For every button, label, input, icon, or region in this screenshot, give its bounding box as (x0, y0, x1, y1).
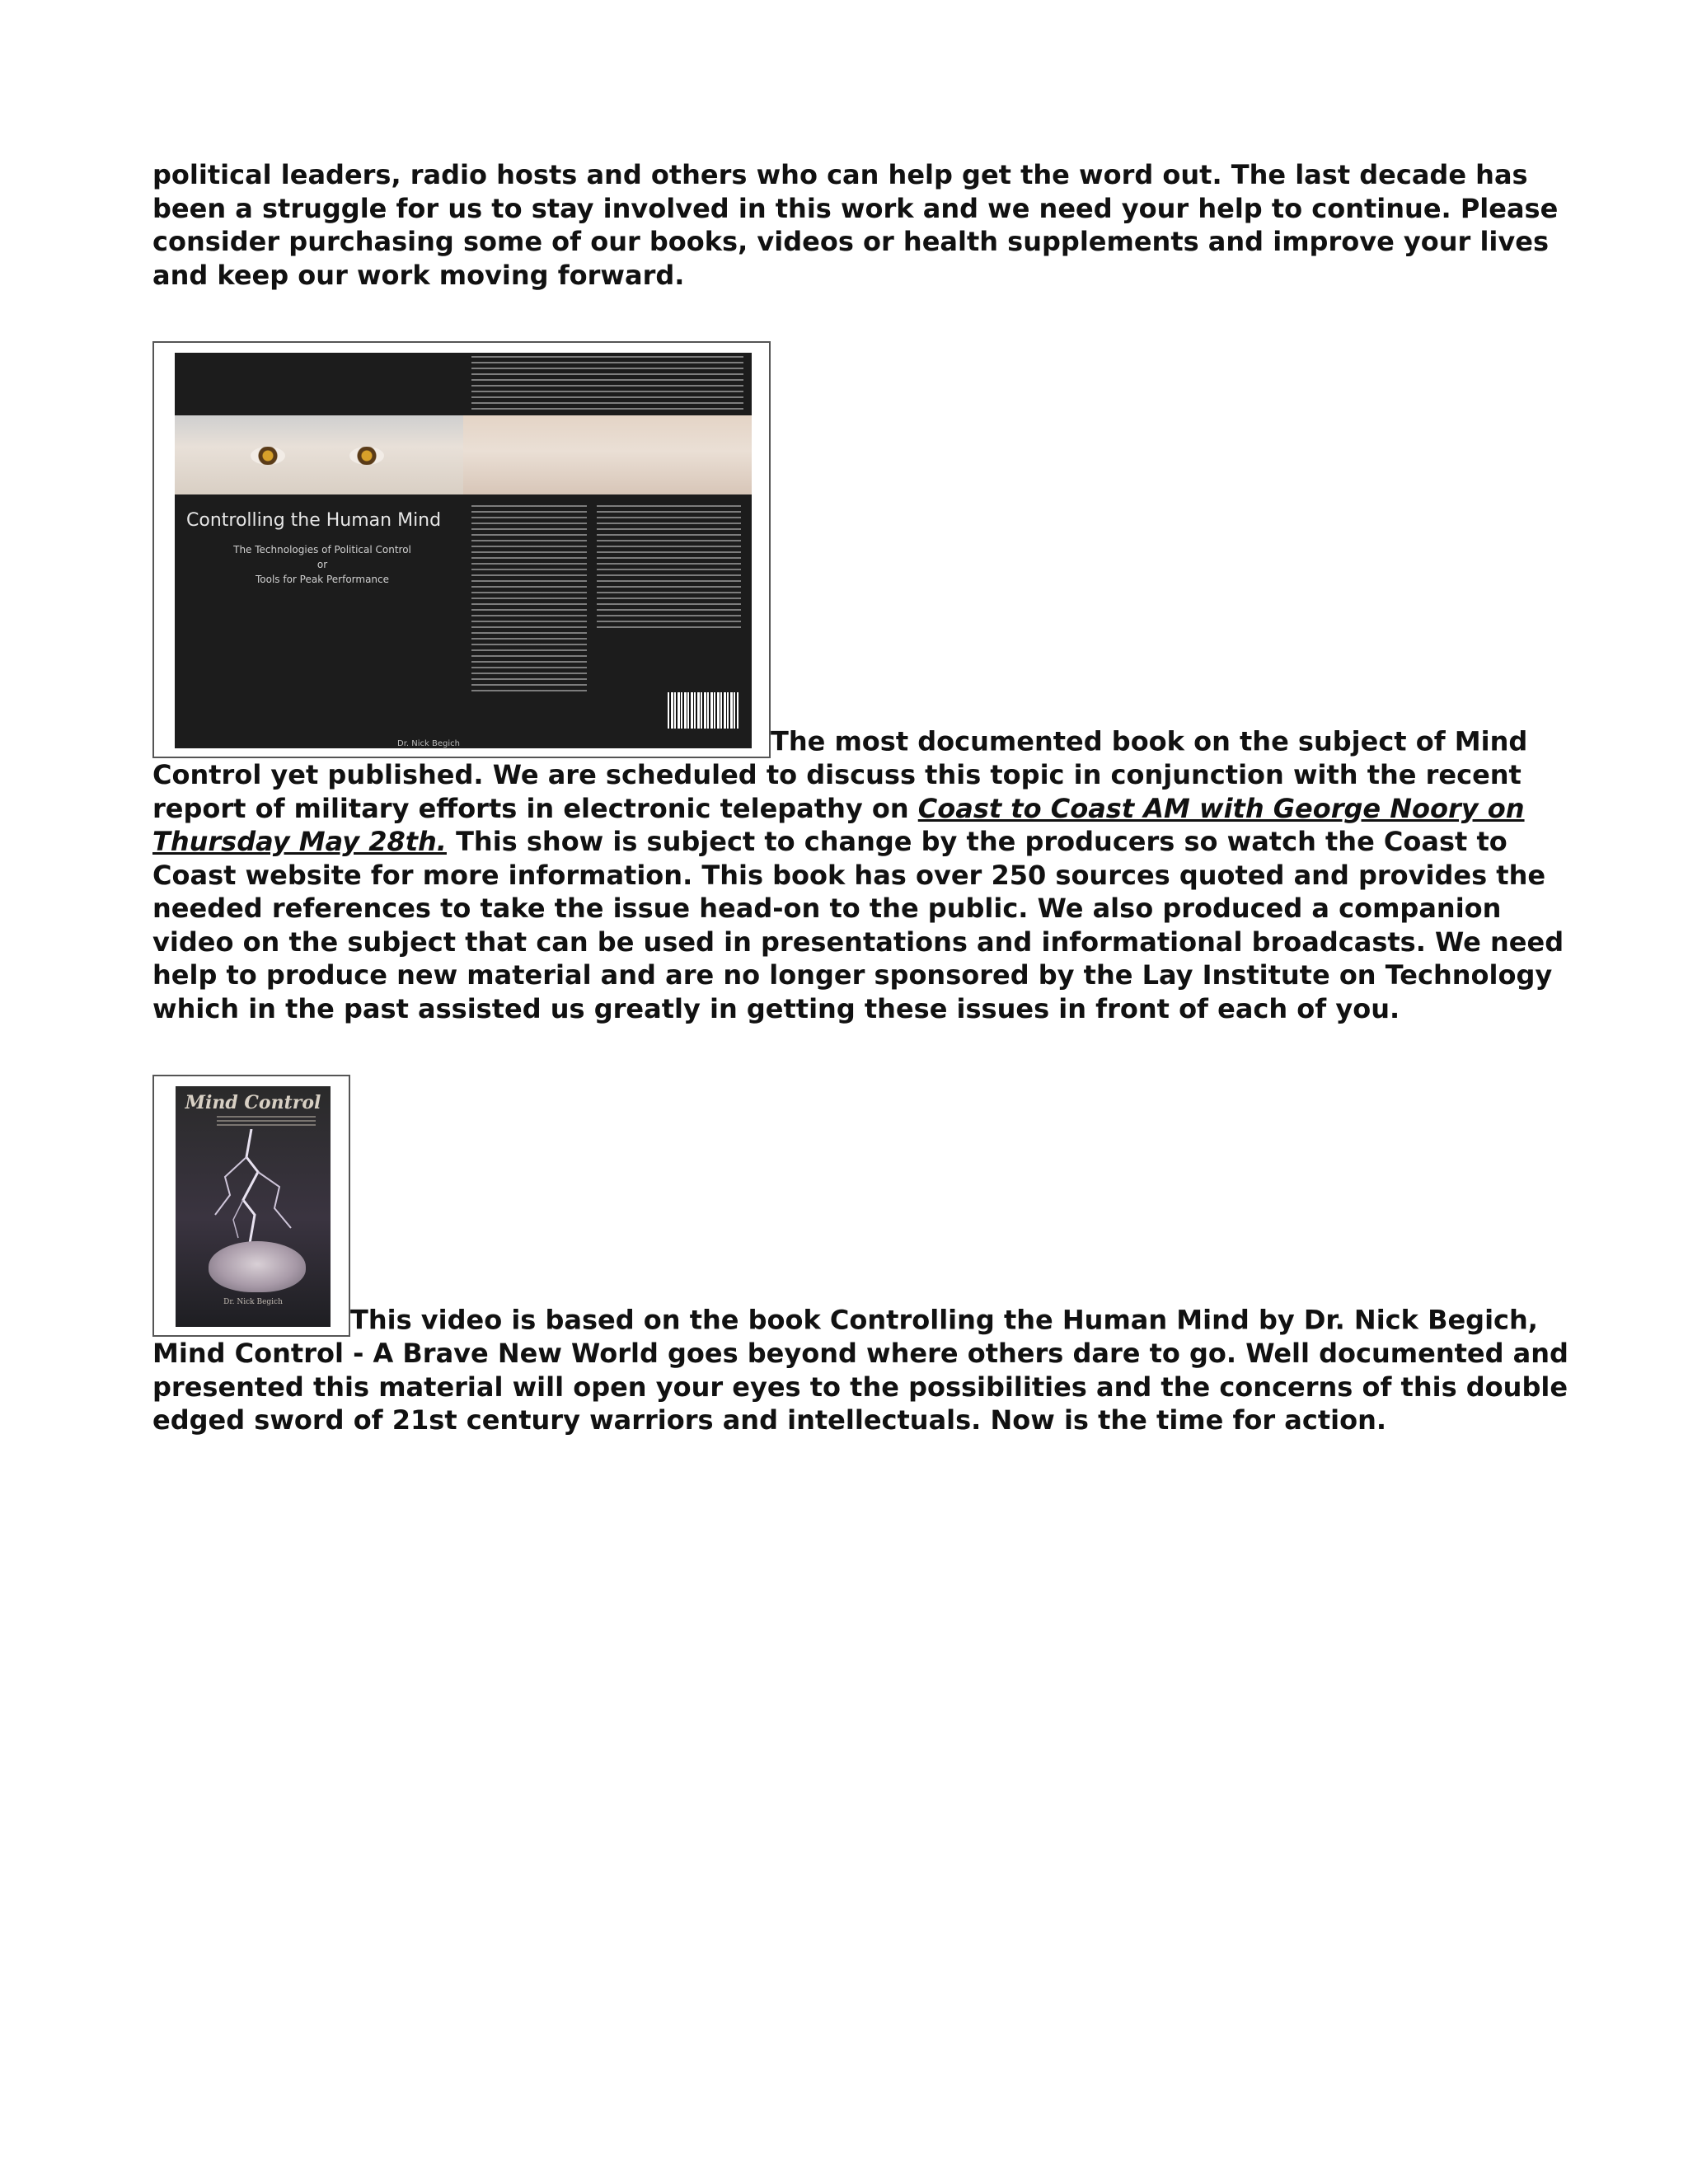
cover-subtitle (186, 542, 458, 587)
eye-icon (251, 447, 285, 465)
book-cover-image[interactable] (152, 341, 771, 758)
spacer (152, 292, 1591, 341)
book-paragraph (152, 341, 1591, 1025)
video-cover-image[interactable] (152, 1075, 350, 1337)
video-text: This video is based on the book Controlling the Human Mind by Dr. Nick Begich, Mind Control - A Brave New World goes beyond where others dare to go. Well documented and presented this material will open your eyes to the possibilities and the concerns of this double edged sword of 21st century warriors and intellectuals. Now is the time for action. (152, 1304, 1568, 1436)
intro-paragraph: political leaders, radio hosts and others who can help get the word out. The last decade has been a struggle for us to stay involved in this work and we need your help to continue. Please consider purchasing some of our books, videos or health supplements and improve your lives and keep our work moving forward. (152, 159, 1559, 291)
video-cover-author: Dr. Nick Begich (223, 1297, 283, 1306)
document-body (152, 158, 1591, 1437)
video-cover-art (176, 1086, 331, 1327)
spacer (152, 1025, 1591, 1075)
cover-title: Controlling the Human Mind (186, 510, 442, 531)
video-paragraph (152, 1075, 1591, 1437)
cover-closed-eyes (463, 415, 752, 494)
show-link[interactable]: Coast to Coast AM with George Noory on Thursday May 28th. (152, 792, 1525, 857)
cover-blurb-column (471, 505, 587, 695)
book-text: The most documented book on the subject of Mind Control yet published. We are scheduled to discuss this topic in conjunction with the recent report of military efforts in electronic telepathy on (152, 725, 1528, 824)
cover-subtitle-line: Tools for Peak Performance (255, 574, 390, 585)
book-cover-art (175, 353, 752, 748)
eye-icon (349, 447, 384, 465)
cover-open-eyes (175, 415, 463, 494)
cover-author: Dr. Nick Begich (397, 739, 460, 748)
video-cover-subtitle-block (217, 1116, 316, 1127)
cover-back-text-block (471, 356, 743, 410)
video-cover-title: Mind Control (185, 1092, 321, 1113)
cover-subtitle-line: The Technologies of Political Control (233, 544, 411, 555)
cover-subtitle-line: or (316, 559, 328, 570)
book-text-continued: This show is subject to change by the producers so watch the Coast to Coast website for more information. This book has over 250 sources quoted and provides the needed references to take the issue head-on to the public. We also produced a companion video on the subject that can be used in presentations and informational broadcasts. We need help to produce new material and are no longer sponsored by the Lay Institute on Technology which in the past assisted us greatly in getting these issues in front of each of you. (152, 826, 1564, 1024)
lightning-icon (176, 1129, 331, 1253)
cover-blurb-column (597, 505, 741, 629)
barcode-icon (668, 692, 738, 729)
